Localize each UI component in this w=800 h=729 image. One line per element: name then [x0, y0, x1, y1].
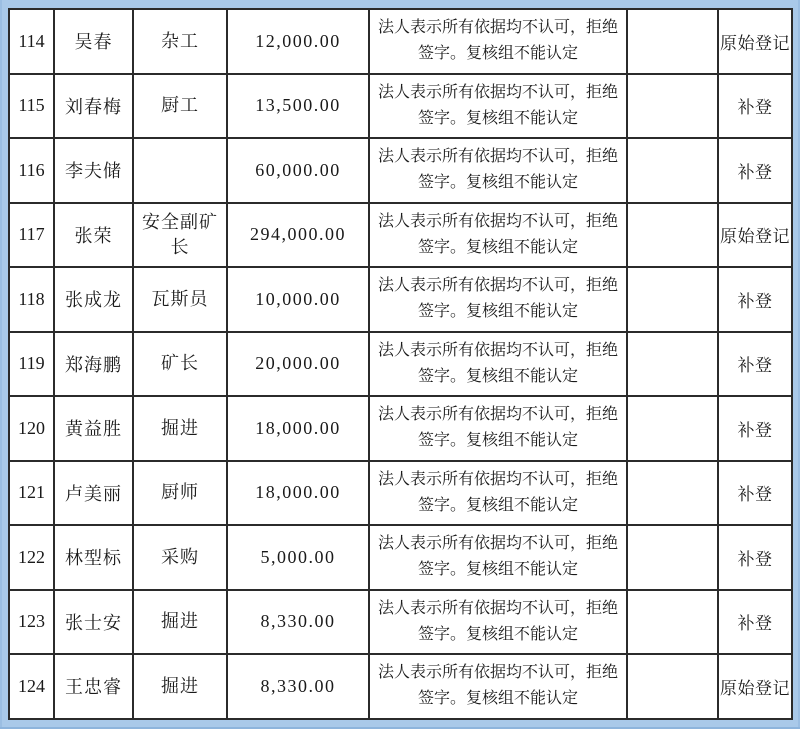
name-cell: 王忠睿	[54, 654, 133, 719]
blank-cell	[627, 525, 718, 590]
amount-cell: 13,500.00	[227, 74, 369, 139]
name-cell: 张荣	[54, 203, 133, 268]
registration-type-cell: 原始登记	[718, 203, 792, 268]
row-number-cell: 118	[9, 267, 54, 332]
row-number-cell: 115	[9, 74, 54, 139]
remark-cell: 法人表示所有依据均不认可，拒绝签字。复核组不能认定	[369, 332, 627, 397]
amount-cell: 12,000.00	[227, 9, 369, 74]
row-number-cell: 121	[9, 461, 54, 526]
registration-type-cell: 原始登记	[718, 654, 792, 719]
registration-type-cell: 补登	[718, 138, 792, 203]
table-row	[9, 590, 792, 655]
name-cell: 刘春梅	[54, 74, 133, 139]
amount-cell: 8,330.00	[227, 654, 369, 719]
remark-cell: 法人表示所有依据均不认可，拒绝签字。复核组不能认定	[369, 74, 627, 139]
job-title-cell	[133, 138, 227, 203]
row-number-cell: 122	[9, 525, 54, 590]
blank-cell	[627, 332, 718, 397]
registration-type-cell: 补登	[718, 74, 792, 139]
table-row	[9, 525, 792, 590]
remark-cell: 法人表示所有依据均不认可，拒绝签字。复核组不能认定	[369, 138, 627, 203]
remark-cell: 法人表示所有依据均不认可，拒绝签字。复核组不能认定	[369, 654, 627, 719]
amount-cell: 18,000.00	[227, 461, 369, 526]
job-title-cell: 厨师	[133, 461, 227, 526]
row-number-cell: 116	[9, 138, 54, 203]
row-number-cell: 124	[9, 654, 54, 719]
blank-cell	[627, 396, 718, 461]
remark-cell: 法人表示所有依据均不认可，拒绝签字。复核组不能认定	[369, 396, 627, 461]
table-row	[9, 332, 792, 397]
payment-register-table	[8, 8, 793, 720]
amount-cell: 20,000.00	[227, 332, 369, 397]
job-title-cell: 安全副矿长	[133, 203, 227, 268]
row-number-cell: 120	[9, 396, 54, 461]
remark-cell: 法人表示所有依据均不认可，拒绝签字。复核组不能认定	[369, 461, 627, 526]
remark-cell: 法人表示所有依据均不认可，拒绝签字。复核组不能认定	[369, 267, 627, 332]
table-row	[9, 138, 792, 203]
remark-cell: 法人表示所有依据均不认可，拒绝签字。复核组不能认定	[369, 9, 627, 74]
blank-cell	[627, 74, 718, 139]
row-number-cell: 123	[9, 590, 54, 655]
job-title-cell: 采购	[133, 525, 227, 590]
table-row	[9, 74, 792, 139]
amount-cell: 10,000.00	[227, 267, 369, 332]
name-cell: 吴春	[54, 9, 133, 74]
registration-type-cell: 补登	[718, 590, 792, 655]
table-row	[9, 461, 792, 526]
table-row	[9, 396, 792, 461]
job-title-cell: 掘进	[133, 396, 227, 461]
job-title-cell: 厨工	[133, 74, 227, 139]
registration-type-cell: 补登	[718, 525, 792, 590]
registration-type-cell: 补登	[718, 332, 792, 397]
row-number-cell: 119	[9, 332, 54, 397]
amount-cell: 294,000.00	[227, 203, 369, 268]
remark-cell: 法人表示所有依据均不认可，拒绝签字。复核组不能认定	[369, 203, 627, 268]
name-cell: 张士安	[54, 590, 133, 655]
job-title-cell: 杂工	[133, 9, 227, 74]
name-cell: 黄益胜	[54, 396, 133, 461]
blank-cell	[627, 203, 718, 268]
job-title-cell: 矿长	[133, 332, 227, 397]
row-number-cell: 114	[9, 9, 54, 74]
table-row	[9, 9, 792, 74]
table-row	[9, 267, 792, 332]
blank-cell	[627, 590, 718, 655]
amount-cell: 60,000.00	[227, 138, 369, 203]
blank-cell	[627, 461, 718, 526]
registration-type-cell: 补登	[718, 396, 792, 461]
blank-cell	[627, 9, 718, 74]
table-row	[9, 654, 792, 719]
name-cell: 卢美丽	[54, 461, 133, 526]
row-number-cell: 117	[9, 203, 54, 268]
blank-cell	[627, 654, 718, 719]
blank-cell	[627, 138, 718, 203]
amount-cell: 8,330.00	[227, 590, 369, 655]
job-title-cell: 掘进	[133, 590, 227, 655]
registration-type-cell: 补登	[718, 461, 792, 526]
job-title-cell: 掘进	[133, 654, 227, 719]
registration-type-cell: 原始登记	[718, 9, 792, 74]
name-cell: 郑海鹏	[54, 332, 133, 397]
name-cell: 李夫储	[54, 138, 133, 203]
remark-cell: 法人表示所有依据均不认可，拒绝签字。复核组不能认定	[369, 525, 627, 590]
amount-cell: 5,000.00	[227, 525, 369, 590]
name-cell: 林型标	[54, 525, 133, 590]
job-title-cell: 瓦斯员	[133, 267, 227, 332]
registration-type-cell: 补登	[718, 267, 792, 332]
blank-cell	[627, 267, 718, 332]
remark-cell: 法人表示所有依据均不认可，拒绝签字。复核组不能认定	[369, 590, 627, 655]
name-cell: 张成龙	[54, 267, 133, 332]
amount-cell: 18,000.00	[227, 396, 369, 461]
table-row	[9, 203, 792, 268]
